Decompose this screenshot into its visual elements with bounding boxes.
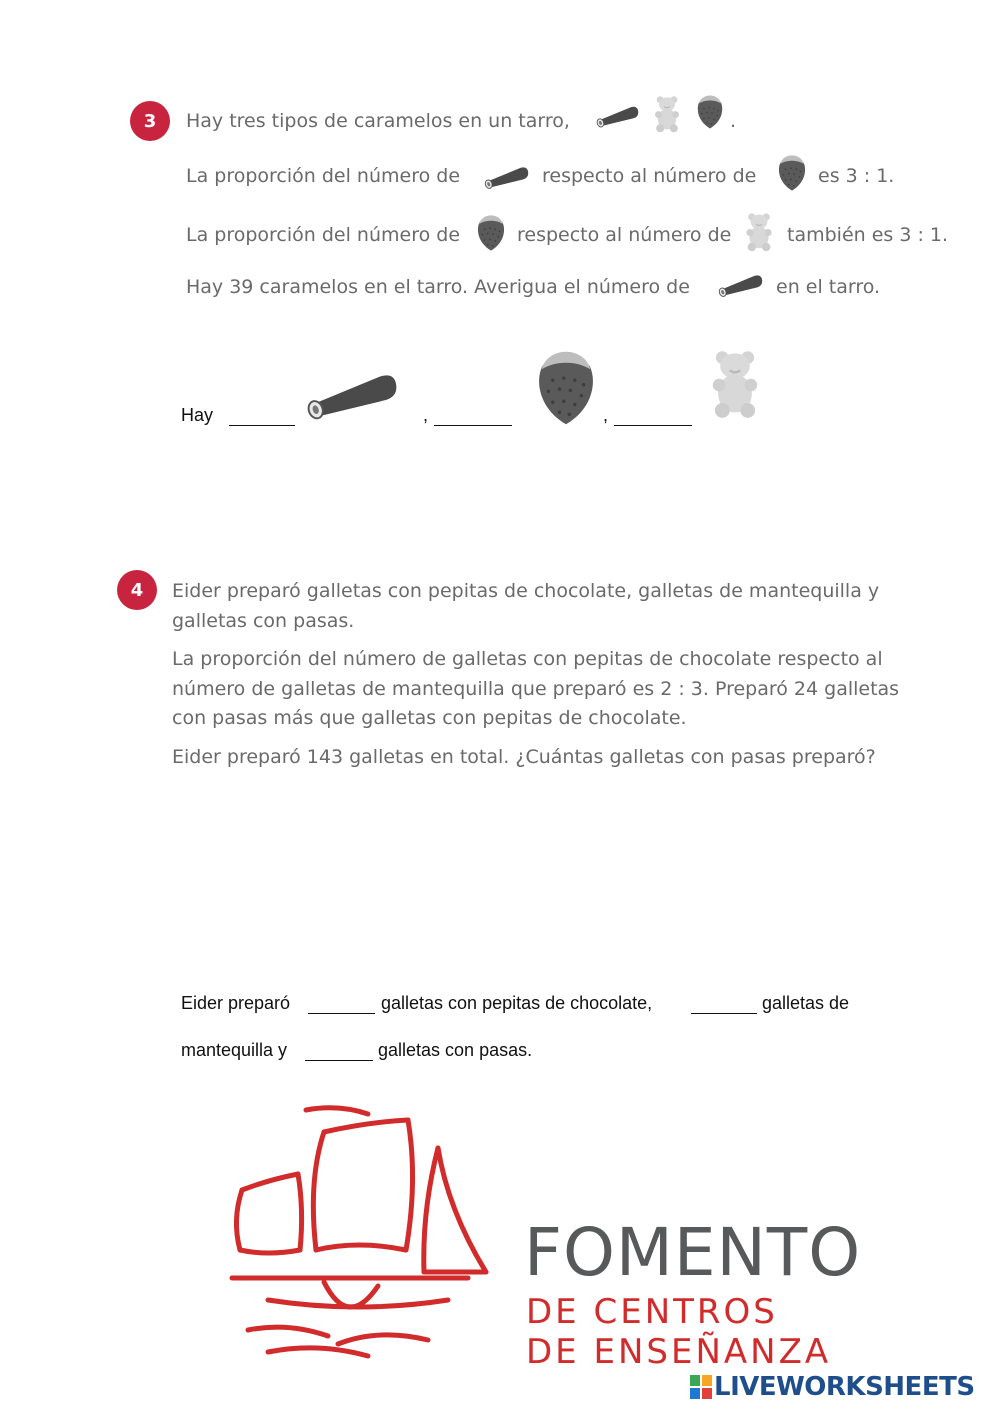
exercise-4-paragraph-2-line-1: La proporción del número de galletas con pepitas de chocolate respecto al: [172, 648, 883, 670]
liveworksheets-text: LIVEWORKSHEETS: [714, 1372, 975, 1402]
exercise-3-line-3c: también es 3 : 1.: [787, 224, 949, 246]
exercise-4-answer-1a: Eider preparó: [181, 993, 291, 1013]
exercise-4-number-badge: [117, 570, 157, 610]
logo-subtitle-line-1: DE CENTROS: [526, 1292, 778, 1332]
tube-count-answer-input[interactable]: [229, 407, 295, 426]
exercise-3-line-3a: La proporción del número de: [186, 224, 461, 246]
exercise-3-line-4b: en el tarro.: [776, 276, 881, 298]
exercise-3-separator-2: ,: [603, 405, 609, 425]
exercise-4-paragraph-2-line-3: con pasas más que galletas con pepitas de chocolate.: [172, 707, 687, 729]
exercise-3-number: 3: [143, 110, 157, 132]
exercise-4-paragraph-1-line-2: galletas con pasas.: [172, 610, 355, 632]
exercise-4-paragraph-2-line-2: número de galletas de mantequilla que preparó es 2 : 3. Preparó 24 galletas: [172, 678, 900, 700]
tube-candy-icon: [482, 160, 530, 194]
gummy-bear-icon: [743, 211, 775, 253]
tube-candy-icon: [302, 362, 400, 428]
exercise-3-separator-1: ,: [423, 405, 429, 425]
liveworksheets-watermark[interactable]: [690, 1372, 975, 1402]
strawberry-count-answer-input[interactable]: [434, 407, 512, 426]
strawberry-candy-icon: [533, 348, 599, 428]
strawberry-candy-icon: [475, 213, 507, 253]
butter-cookies-answer-input[interactable]: [691, 995, 757, 1014]
exercise-3-line-1: [186, 110, 570, 132]
exercise-3-number-badge: [130, 101, 170, 141]
logo-title: FOMENTO: [524, 1214, 862, 1291]
exercise-3-line-2b: respecto al número de: [542, 165, 757, 187]
exercise-3-answer-label: Hay: [181, 405, 214, 425]
strawberry-candy-icon: [695, 93, 725, 131]
chocolate-cookies-answer-input[interactable]: [308, 995, 375, 1014]
exercise-3-line-2c: es 3 : 1.: [818, 165, 895, 187]
logo-subtitle-line-2: DE ENSEÑANZA: [526, 1332, 832, 1372]
bear-count-answer-input[interactable]: [614, 407, 692, 426]
exercise-3-line-4a: Hay 39 caramelos en el tarro. Averigua el número de: [186, 276, 690, 298]
exercise-4-question: Eider preparó 143 galletas en total. ¿Cuántas galletas con pasas preparó?: [172, 746, 876, 768]
exercise-4-answer-1c: galletas de: [762, 993, 850, 1013]
liveworksheets-logo-icon: [690, 1375, 712, 1399]
exercise-4-paragraph-1-line-1: Eider preparó galletas con pepitas de chocolate, galletas de mantequilla y: [172, 580, 880, 602]
exercise-4-answer-2a: mantequilla y: [181, 1040, 288, 1060]
raisin-cookies-answer-input[interactable]: [305, 1042, 373, 1061]
tube-candy-icon: [716, 268, 764, 302]
ship-logo-icon: [228, 1100, 490, 1362]
strawberry-candy-icon: [776, 153, 808, 193]
exercise-3-line-1-end: .: [730, 110, 737, 132]
gummy-bear-icon: [652, 94, 682, 134]
tube-candy-icon: [594, 100, 640, 132]
exercise-3-line-2a: La proporción del número de: [186, 165, 461, 187]
exercise-3-intro-text: Hay tres tipos de caramelos en un tarro,: [186, 110, 570, 132]
exercise-4-answer-1b: galletas con pepitas de chocolate,: [381, 993, 653, 1013]
exercise-4-number: 4: [130, 579, 144, 601]
exercise-3-line-3b: respecto al número de: [517, 224, 732, 246]
exercise-4-answer-2b: galletas con pasas.: [378, 1040, 533, 1060]
gummy-bear-icon: [708, 347, 762, 421]
